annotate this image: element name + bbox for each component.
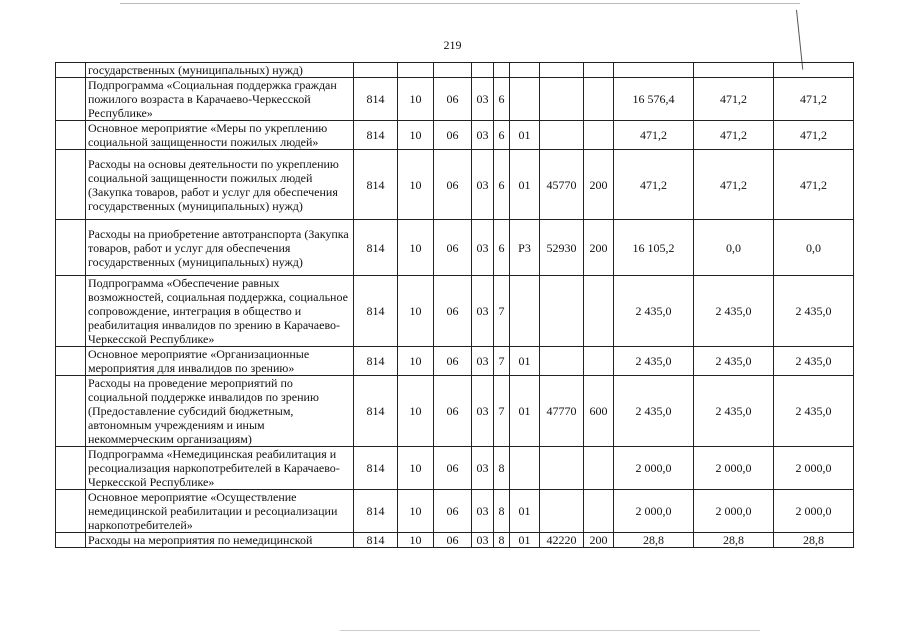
row-v2-cell: 28,8 [694, 533, 774, 548]
row-pr-cell: 06 [434, 150, 472, 220]
row-rz-cell: 10 [398, 78, 434, 121]
row-number-cell [56, 78, 86, 121]
row-pr-cell: 06 [434, 121, 472, 150]
row-v3-cell: 2 435,0 [774, 376, 854, 447]
row-rz-cell: 10 [398, 447, 434, 490]
row-p2-cell: 6 [494, 220, 510, 276]
row-v2-cell: 2 000,0 [694, 447, 774, 490]
row-name-cell: Основное мероприятие «Организационные мероприятия для инвалидов по зрению» [86, 347, 354, 376]
row-p1-cell: 03 [472, 447, 494, 490]
row-vr-cell: 200 [584, 220, 614, 276]
row-rz-cell [398, 63, 434, 78]
row-pr-cell [434, 63, 472, 78]
table-row [56, 220, 854, 276]
table-row [56, 150, 854, 220]
row-p2-cell: 6 [494, 121, 510, 150]
row-v1-cell: 2 000,0 [614, 447, 694, 490]
row-p3-cell: 01 [510, 121, 540, 150]
row-v1-cell: 2 000,0 [614, 490, 694, 533]
row-v1-cell: 471,2 [614, 150, 694, 220]
row-v3-cell: 0,0 [774, 220, 854, 276]
row-v1-cell: 16 576,4 [614, 78, 694, 121]
row-code-cell [540, 63, 584, 78]
scan-artifact-top-line [120, 3, 800, 4]
row-p1-cell: 03 [472, 276, 494, 347]
row-gr-cell: 814 [354, 220, 398, 276]
row-pr-cell: 06 [434, 347, 472, 376]
row-p2-cell: 7 [494, 276, 510, 347]
row-v1-cell: 2 435,0 [614, 347, 694, 376]
row-v2-cell: 471,2 [694, 78, 774, 121]
row-vr-cell [584, 490, 614, 533]
row-pr-cell: 06 [434, 220, 472, 276]
row-p1-cell: 03 [472, 533, 494, 548]
row-gr-cell [354, 63, 398, 78]
row-vr-cell: 600 [584, 376, 614, 447]
row-gr-cell: 814 [354, 533, 398, 548]
row-name-cell: Основное мероприятие «Осуществление немедицинской реабилитации и ресоциализации наркопотребителей» [86, 490, 354, 533]
row-v3-cell [774, 63, 854, 78]
row-vr-cell [584, 63, 614, 78]
row-p2-cell: 7 [494, 376, 510, 447]
row-p3-cell [510, 63, 540, 78]
row-vr-cell [584, 78, 614, 121]
table-row [56, 376, 854, 447]
row-p3-cell: 01 [510, 376, 540, 447]
table-row [56, 63, 854, 78]
row-code-cell [540, 490, 584, 533]
table-row [56, 533, 854, 548]
table-row [56, 78, 854, 121]
row-v3-cell: 471,2 [774, 78, 854, 121]
page-number: 219 [443, 38, 462, 52]
table-row [56, 490, 854, 533]
row-number-cell [56, 447, 86, 490]
row-v2-cell: 2 435,0 [694, 376, 774, 447]
row-p1-cell: 03 [472, 347, 494, 376]
row-code-cell [540, 121, 584, 150]
row-p1-cell: 03 [472, 220, 494, 276]
row-vr-cell [584, 347, 614, 376]
row-pr-cell: 06 [434, 447, 472, 490]
row-v3-cell: 471,2 [774, 150, 854, 220]
row-rz-cell: 10 [398, 347, 434, 376]
row-p1-cell: 03 [472, 150, 494, 220]
row-rz-cell: 10 [398, 220, 434, 276]
row-vr-cell: 200 [584, 150, 614, 220]
row-number-cell [56, 121, 86, 150]
row-code-cell: 42220 [540, 533, 584, 548]
row-name-cell: государственных (муниципальных) нужд) [86, 63, 354, 78]
row-vr-cell [584, 121, 614, 150]
row-pr-cell: 06 [434, 376, 472, 447]
row-rz-cell: 10 [398, 490, 434, 533]
row-code-cell: 52930 [540, 220, 584, 276]
row-gr-cell: 814 [354, 78, 398, 121]
row-number-cell [56, 533, 86, 548]
row-name-cell: Расходы на проведение мероприятий по социальной поддержке инвалидов по зрению (Предоставление субсидий бюджетным, автономным учреждениям и иным некоммерческим организациям) [86, 376, 354, 447]
row-v3-cell: 28,8 [774, 533, 854, 548]
row-number-cell [56, 376, 86, 447]
row-p2-cell: 7 [494, 347, 510, 376]
row-gr-cell: 814 [354, 121, 398, 150]
row-p3-cell [510, 78, 540, 121]
table-row [56, 347, 854, 376]
row-p3-cell: 01 [510, 150, 540, 220]
row-p1-cell [472, 63, 494, 78]
row-p2-cell: 8 [494, 533, 510, 548]
row-rz-cell: 10 [398, 276, 434, 347]
row-pr-cell: 06 [434, 276, 472, 347]
row-p3-cell [510, 447, 540, 490]
row-v2-cell: 2 435,0 [694, 347, 774, 376]
table-row [56, 276, 854, 347]
row-rz-cell: 10 [398, 376, 434, 447]
row-v3-cell: 2 000,0 [774, 490, 854, 533]
row-code-cell: 45770 [540, 150, 584, 220]
row-pr-cell: 06 [434, 533, 472, 548]
row-v3-cell: 2 435,0 [774, 347, 854, 376]
row-pr-cell: 06 [434, 78, 472, 121]
row-rz-cell: 10 [398, 150, 434, 220]
row-code-cell [540, 276, 584, 347]
scan-artifact-bottom-line [340, 630, 760, 631]
row-v2-cell [694, 63, 774, 78]
row-gr-cell: 814 [354, 447, 398, 490]
row-number-cell [56, 276, 86, 347]
row-name-cell: Подпрограмма «Обеспечение равных возможностей, социальная поддержка, социальное сопровождение, интеграция в общество и реабилитация инвалидов по зрению в Карачаево-Черкесской Республике» [86, 276, 354, 347]
row-p1-cell: 03 [472, 490, 494, 533]
row-number-cell [56, 490, 86, 533]
row-v2-cell: 2 000,0 [694, 490, 774, 533]
row-gr-cell: 814 [354, 347, 398, 376]
row-p2-cell [494, 63, 510, 78]
row-number-cell [56, 347, 86, 376]
row-name-cell: Расходы на основы деятельности по укреплению социальной защищенности пожилых людей (Закупка товаров, работ и услуг для обеспечения государственных (муниципальных) нужд) [86, 150, 354, 220]
row-name-cell: Расходы на мероприятия по немедицинской [86, 533, 354, 548]
row-p2-cell: 8 [494, 447, 510, 490]
row-p3-cell: Р3 [510, 220, 540, 276]
table-row [56, 447, 854, 490]
row-p3-cell: 01 [510, 347, 540, 376]
row-code-cell [540, 447, 584, 490]
budget-table-body [56, 63, 854, 548]
row-vr-cell [584, 447, 614, 490]
row-v1-cell: 471,2 [614, 121, 694, 150]
row-gr-cell: 814 [354, 490, 398, 533]
row-rz-cell: 10 [398, 121, 434, 150]
row-gr-cell: 814 [354, 376, 398, 447]
row-code-cell [540, 347, 584, 376]
row-vr-cell [584, 276, 614, 347]
row-number-cell [56, 63, 86, 78]
row-v1-cell: 2 435,0 [614, 276, 694, 347]
row-v1-cell: 28,8 [614, 533, 694, 548]
row-name-cell: Расходы на приобретение автотранспорта (Закупка товаров, работ и услуг для обеспечения государственных (муниципальных) нужд) [86, 220, 354, 276]
row-v3-cell: 2 000,0 [774, 447, 854, 490]
row-v3-cell: 2 435,0 [774, 276, 854, 347]
row-gr-cell: 814 [354, 150, 398, 220]
row-number-cell [56, 220, 86, 276]
row-gr-cell: 814 [354, 276, 398, 347]
row-name-cell: Подпрограмма «Немедицинская реабилитация и ресоциализация наркопотребителей в Карачаево-Черкесской Республике» [86, 447, 354, 490]
row-p1-cell: 03 [472, 376, 494, 447]
row-v1-cell: 2 435,0 [614, 376, 694, 447]
row-number-cell [56, 150, 86, 220]
row-v2-cell: 471,2 [694, 121, 774, 150]
row-rz-cell: 10 [398, 533, 434, 548]
row-v2-cell: 0,0 [694, 220, 774, 276]
budget-table [55, 62, 854, 548]
row-p1-cell: 03 [472, 78, 494, 121]
row-code-cell: 47770 [540, 376, 584, 447]
row-p2-cell: 8 [494, 490, 510, 533]
row-v1-cell [614, 63, 694, 78]
row-v2-cell: 471,2 [694, 150, 774, 220]
row-v1-cell: 16 105,2 [614, 220, 694, 276]
row-p2-cell: 6 [494, 150, 510, 220]
row-p2-cell: 6 [494, 78, 510, 121]
row-vr-cell: 200 [584, 533, 614, 548]
row-p1-cell: 03 [472, 121, 494, 150]
table-row [56, 121, 854, 150]
row-v2-cell: 2 435,0 [694, 276, 774, 347]
row-p3-cell: 01 [510, 533, 540, 548]
row-name-cell: Подпрограмма «Социальная поддержка граждан пожилого возраста в Карачаево-Черкесской Республике» [86, 78, 354, 121]
row-v3-cell: 471,2 [774, 121, 854, 150]
row-p3-cell: 01 [510, 490, 540, 533]
row-name-cell: Основное мероприятие «Меры по укреплению социальной защищенности пожилых людей» [86, 121, 354, 150]
row-p3-cell [510, 276, 540, 347]
row-pr-cell: 06 [434, 490, 472, 533]
row-code-cell [540, 78, 584, 121]
